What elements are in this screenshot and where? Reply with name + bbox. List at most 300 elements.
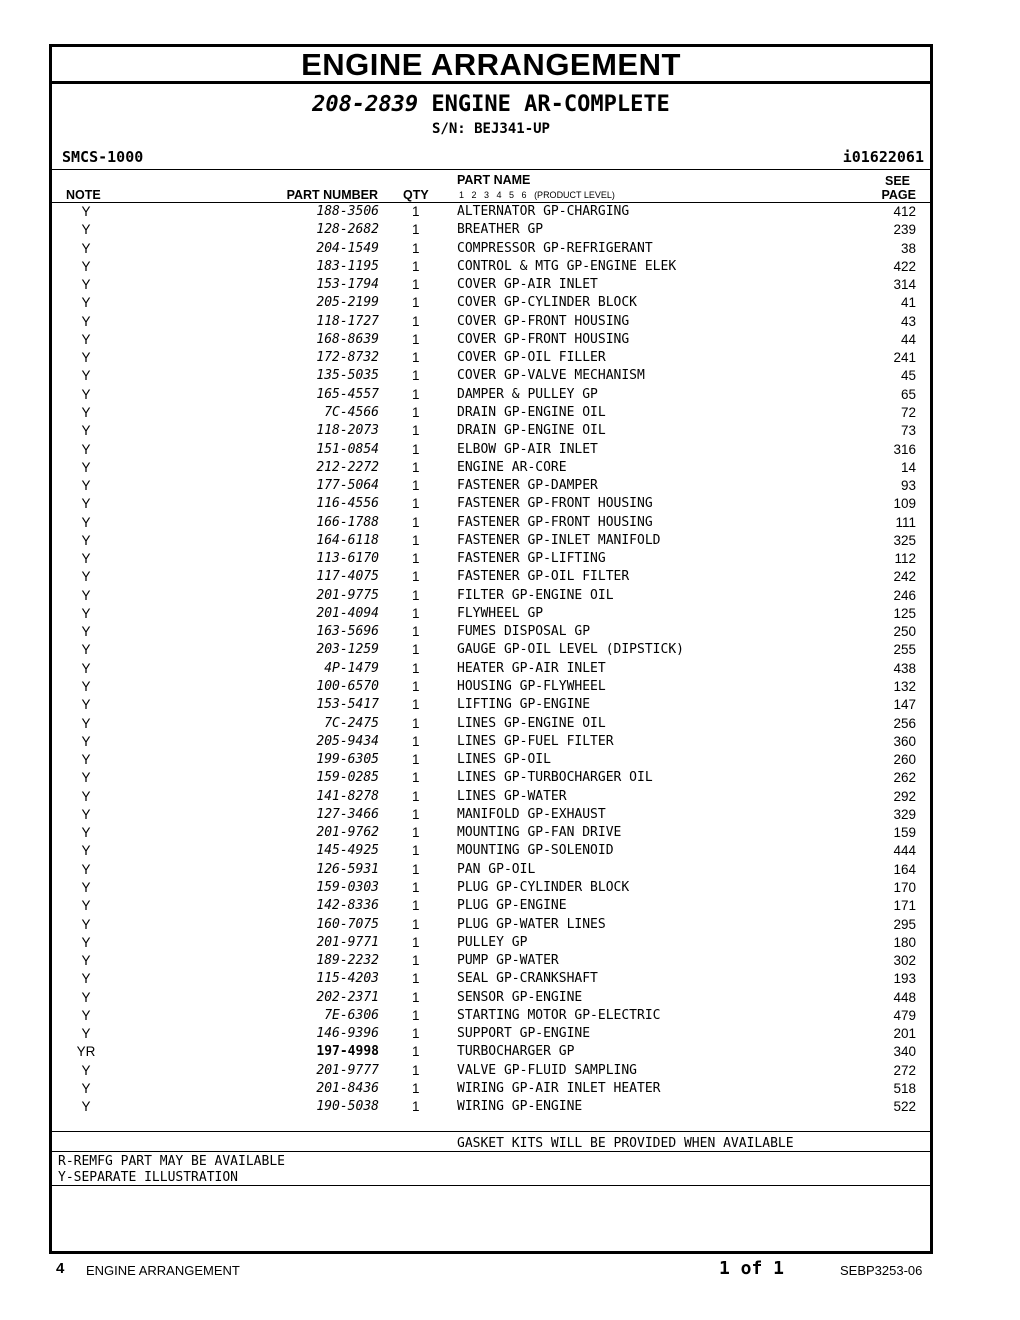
part-number-cell: 165-4557	[316, 386, 379, 402]
part-number-cell: 197-4998	[316, 1044, 379, 1060]
product-level-label: (PRODUCT LEVEL)	[534, 190, 615, 200]
see-page-cell: 111	[895, 514, 916, 530]
qty-cell: 1	[412, 331, 420, 347]
part-number-cell: 115-4203	[316, 971, 379, 987]
part-number-cell: 183-1195	[316, 258, 379, 274]
qty-cell: 1	[412, 1007, 420, 1023]
see-page-cell: 112	[894, 551, 916, 567]
table-row	[52, 696, 930, 714]
see-page-cell: 518	[893, 1080, 916, 1096]
see-page-cell: 241	[893, 350, 916, 366]
see-page-cell: 412	[893, 204, 916, 219]
table-row	[52, 532, 930, 550]
note-cell: Y	[81, 441, 91, 457]
table-row	[52, 221, 930, 239]
table-row	[52, 1043, 930, 1061]
note-cell: Y	[81, 1080, 91, 1096]
qty-cell: 1	[412, 587, 420, 603]
illustration-note: Y-SEPARATE ILLUSTRATION	[58, 1170, 239, 1185]
see-page-cell: 360	[893, 733, 916, 749]
part-name-cell: WIRING GP-AIR INLET HEATER	[457, 1080, 661, 1096]
note-cell: Y	[81, 989, 91, 1005]
part-name-cell: PULLEY GP	[457, 934, 528, 950]
qty-cell: 1	[412, 642, 420, 658]
see-page-cell: 180	[893, 934, 916, 950]
note-cell: Y	[81, 861, 91, 877]
note-cell: Y	[81, 277, 91, 293]
col-page-header: PAGE	[881, 188, 916, 202]
table-row	[52, 1007, 930, 1025]
note-cell: Y	[81, 331, 91, 347]
part-name-cell: DRAIN GP-ENGINE OIL	[457, 404, 606, 420]
qty-cell: 1	[412, 441, 420, 457]
qty-cell: 1	[412, 934, 420, 950]
part-number-cell: 205-2199	[316, 295, 379, 311]
qty-cell: 1	[412, 715, 420, 731]
doc-id: SEBP3253-06	[840, 1263, 923, 1278]
table-row	[52, 715, 930, 733]
part-name-cell: MOUNTING GP-FAN DRIVE	[457, 825, 622, 841]
part-number-cell: 116-4556	[316, 496, 379, 512]
divider	[52, 1151, 930, 1152]
col-qty-header: QTY	[403, 188, 429, 202]
see-page-cell: 255	[893, 642, 916, 658]
note-cell: Y	[81, 313, 91, 329]
qty-cell: 1	[412, 1080, 420, 1096]
qty-cell: 1	[412, 514, 420, 530]
qty-cell: 1	[412, 953, 420, 969]
part-number-cell: 201-9771	[316, 934, 379, 950]
level-numbers: 1 2 3 4 5 6	[459, 190, 527, 200]
note-cell: Y	[81, 660, 91, 676]
see-page-cell: 45	[900, 368, 916, 384]
part-name-cell: ENGINE AR-CORE	[457, 459, 567, 475]
part-name-cell: LIFTING GP-ENGINE	[457, 697, 591, 713]
qty-cell: 1	[412, 879, 420, 895]
see-page-cell: 292	[893, 788, 916, 804]
note-cell: Y	[81, 459, 91, 475]
see-page-cell: 14	[900, 459, 916, 475]
page-number: 4	[56, 1260, 65, 1277]
note-cell: Y	[81, 916, 91, 932]
group-part-number: 208-2839	[312, 92, 419, 117]
qty-cell: 1	[412, 222, 420, 238]
part-name-cell: COVER GP-CYLINDER BLOCK	[457, 295, 638, 311]
qty-cell: 1	[412, 368, 420, 384]
qty-cell: 1	[412, 605, 420, 621]
note-cell: Y	[81, 569, 91, 585]
part-number-cell: 172-8732	[316, 350, 379, 366]
see-page-cell: 132	[893, 679, 916, 695]
table-row	[52, 897, 930, 915]
qty-cell: 1	[412, 679, 420, 695]
see-page-cell: 193	[893, 971, 916, 987]
part-number-cell: 145-4925	[316, 843, 379, 859]
see-page-cell: 522	[893, 1099, 916, 1115]
part-name-cell: BREATHER GP	[457, 222, 544, 238]
part-number-cell: 164-6118	[316, 532, 379, 548]
part-name-cell: SENSOR GP-ENGINE	[457, 989, 583, 1005]
part-number-cell: 113-6170	[316, 551, 379, 567]
group-part-name: ENGINE AR-COMPLETE	[431, 92, 670, 117]
part-name-cell: TURBOCHARGER GP	[457, 1044, 575, 1060]
note-cell: Y	[81, 679, 91, 695]
part-name-cell: FASTENER GP-OIL FILTER	[457, 569, 630, 585]
see-page-cell: 438	[893, 660, 916, 676]
note-cell: Y	[81, 1062, 91, 1078]
table-row	[52, 1080, 930, 1098]
part-name-cell: MOUNTING GP-SOLENOID	[457, 843, 614, 859]
table-row	[52, 605, 930, 623]
remfg-note: R-REMFG PART MAY BE AVAILABLE	[58, 1154, 285, 1169]
note-cell: Y	[81, 587, 91, 603]
part-name-cell: FILTER GP-ENGINE OIL	[457, 587, 614, 603]
part-number-cell: 100-6570	[316, 679, 379, 695]
qty-cell: 1	[412, 1044, 420, 1060]
qty-cell: 1	[412, 551, 420, 567]
part-number-cell: 7C-4566	[324, 404, 379, 420]
qty-cell: 1	[412, 386, 420, 402]
part-number-cell: 128-2682	[316, 222, 379, 238]
table-row	[52, 495, 930, 513]
note-cell: Y	[81, 386, 91, 402]
table-row	[52, 623, 930, 641]
table-row	[52, 203, 930, 221]
note-cell: Y	[81, 733, 91, 749]
part-number-cell: 201-9762	[316, 825, 379, 841]
part-name-cell: LINES GP-FUEL FILTER	[457, 733, 614, 749]
part-name-cell: PUMP GP-WATER	[457, 953, 559, 969]
qty-cell: 1	[412, 752, 420, 768]
see-page-cell: 93	[900, 478, 916, 494]
parts-list-frame	[49, 44, 933, 1254]
table-row	[52, 916, 930, 934]
part-number-cell: 203-1259	[316, 642, 379, 658]
see-page-cell: 329	[893, 806, 916, 822]
note-cell: Y	[81, 1099, 91, 1115]
table-row	[52, 769, 930, 787]
part-name-cell: FASTENER GP-FRONT HOUSING	[457, 496, 653, 512]
note-cell: Y	[81, 204, 91, 219]
see-page-cell: 159	[893, 825, 916, 841]
part-number-cell: 204-1549	[316, 240, 379, 256]
col-note-header: NOTE	[66, 188, 101, 202]
part-number-cell: 117-4075	[316, 569, 379, 585]
note-cell: Y	[81, 825, 91, 841]
part-number-cell: 127-3466	[316, 806, 379, 822]
part-number-cell: 190-5038	[316, 1099, 379, 1115]
part-number-cell: 201-8436	[316, 1080, 379, 1096]
table-row	[52, 422, 930, 440]
note-cell: Y	[81, 368, 91, 384]
table-row	[52, 331, 930, 349]
qty-cell: 1	[412, 240, 420, 256]
gasket-note: GASKET KITS WILL BE PROVIDED WHEN AVAILABLE	[457, 1136, 794, 1151]
table-row	[52, 989, 930, 1007]
product-levels	[459, 190, 615, 200]
note-cell: Y	[81, 1007, 91, 1023]
note-cell: Y	[81, 532, 91, 548]
see-page-cell: 242	[893, 569, 916, 585]
part-number-cell: 188-3506	[316, 204, 379, 219]
see-page-cell: 38	[900, 240, 916, 256]
part-number-cell: 153-5417	[316, 697, 379, 713]
part-number-cell: 201-9775	[316, 587, 379, 603]
part-number-cell: 199-6305	[316, 752, 379, 768]
part-number-cell: 126-5931	[316, 861, 379, 877]
part-number-cell: 7C-2475	[324, 715, 379, 731]
table-row	[52, 349, 930, 367]
note-cell: Y	[81, 624, 91, 640]
part-name-cell: FUMES DISPOSAL GP	[457, 624, 591, 640]
qty-cell: 1	[412, 459, 420, 475]
qty-cell: 1	[412, 898, 420, 914]
see-page-cell: 170	[893, 879, 916, 895]
smcs-code: SMCS-1000	[62, 148, 144, 166]
part-number-cell: 189-2232	[316, 953, 379, 969]
part-name-cell: SUPPORT GP-ENGINE	[457, 1026, 591, 1042]
table-row	[52, 276, 930, 294]
qty-cell: 1	[412, 313, 420, 329]
table-row	[52, 1025, 930, 1043]
note-cell: Y	[81, 642, 91, 658]
see-page-cell: 109	[893, 496, 916, 512]
table-row	[52, 514, 930, 532]
see-page-cell: 246	[893, 587, 916, 603]
see-page-cell: 65	[900, 386, 916, 402]
footer-section: ENGINE ARRANGEMENT	[86, 1263, 240, 1278]
table-row	[52, 441, 930, 459]
table-row	[52, 404, 930, 422]
part-name-cell: COVER GP-FRONT HOUSING	[457, 313, 630, 329]
table-row	[52, 879, 930, 897]
table-row	[52, 1098, 930, 1116]
part-name-cell: LINES GP-ENGINE OIL	[457, 715, 606, 731]
see-page-cell: 448	[893, 989, 916, 1005]
note-cell: Y	[81, 953, 91, 969]
part-number-cell: 159-0285	[316, 770, 379, 786]
qty-cell: 1	[412, 350, 420, 366]
note-cell: Y	[81, 752, 91, 768]
part-name-cell: FASTENER GP-LIFTING	[457, 551, 606, 567]
page-title: ENGINE ARRANGEMENT	[52, 47, 930, 84]
table-row	[52, 861, 930, 879]
note-cell: Y	[81, 770, 91, 786]
table-row	[52, 751, 930, 769]
see-page-cell: 72	[900, 404, 916, 420]
table-row	[52, 587, 930, 605]
qty-cell: 1	[412, 916, 420, 932]
qty-cell: 1	[412, 825, 420, 841]
col-part-number-header: PART NUMBER	[286, 188, 378, 202]
divider	[52, 1131, 930, 1132]
part-number-cell: 141-8278	[316, 788, 379, 804]
part-name-cell: LINES GP-TURBOCHARGER OIL	[457, 770, 653, 786]
qty-cell: 1	[412, 478, 420, 494]
note-cell: Y	[81, 788, 91, 804]
part-number-cell: 212-2272	[316, 459, 379, 475]
part-name-cell: SEAL GP-CRANKSHAFT	[457, 971, 598, 987]
table-row	[52, 1062, 930, 1080]
qty-cell: 1	[412, 258, 420, 274]
qty-cell: 1	[412, 1062, 420, 1078]
part-name-cell: ALTERNATOR GP-CHARGING	[457, 204, 630, 219]
part-name-cell: FLYWHEEL GP	[457, 605, 544, 621]
qty-cell: 1	[412, 277, 420, 293]
part-name-cell: STARTING MOTOR GP-ELECTRIC	[457, 1007, 661, 1023]
note-cell: Y	[81, 496, 91, 512]
see-page-cell: 256	[893, 715, 916, 731]
qty-cell: 1	[412, 660, 420, 676]
part-name-cell: PLUG GP-WATER LINES	[457, 916, 606, 932]
part-name-cell: DRAIN GP-ENGINE OIL	[457, 423, 606, 439]
part-name-cell: WIRING GP-ENGINE	[457, 1099, 583, 1115]
see-page-cell: 422	[893, 258, 916, 274]
serial-range: S/N: BEJ341-UP	[431, 121, 550, 137]
note-cell: Y	[81, 879, 91, 895]
group-title	[52, 91, 930, 119]
see-page-cell: 479	[893, 1007, 916, 1023]
qty-cell: 1	[412, 971, 420, 987]
part-number-cell: 118-1727	[316, 313, 379, 329]
part-name-cell: CONTROL & MTG GP-ENGINE ELEK	[457, 258, 677, 274]
part-number-cell: 205-9434	[316, 733, 379, 749]
part-number-cell: 142-8336	[316, 898, 379, 914]
col-see-header: SEE	[884, 174, 910, 188]
part-number-cell: 159-0303	[316, 879, 379, 895]
see-page-cell: 164	[893, 861, 916, 877]
divider	[52, 1185, 930, 1186]
see-page-cell: 41	[900, 295, 916, 311]
note-cell: Y	[81, 1026, 91, 1042]
qty-cell: 1	[412, 1026, 420, 1042]
part-name-cell: PLUG GP-ENGINE	[457, 898, 567, 914]
see-page-cell: 250	[893, 624, 916, 640]
part-name-cell: VALVE GP-FLUID SAMPLING	[457, 1062, 638, 1078]
qty-cell: 1	[412, 733, 420, 749]
see-page-cell: 314	[893, 277, 916, 293]
note-cell: Y	[81, 551, 91, 567]
illustration-id: i01622061	[842, 148, 924, 166]
part-name-cell: HEATER GP-AIR INLET	[457, 660, 606, 676]
part-number-cell: 166-1788	[316, 514, 379, 530]
part-name-cell: FASTENER GP-FRONT HOUSING	[457, 514, 653, 530]
see-page-cell: 201	[893, 1026, 916, 1042]
table-row	[52, 258, 930, 276]
part-name-cell: PLUG GP-CYLINDER BLOCK	[457, 879, 630, 895]
qty-cell: 1	[412, 404, 420, 420]
table-row	[52, 367, 930, 385]
note-cell: YR	[76, 1044, 96, 1060]
table-row	[52, 934, 930, 952]
table-row	[52, 678, 930, 696]
qty-cell: 1	[412, 697, 420, 713]
part-name-cell: MANIFOLD GP-EXHAUST	[457, 806, 606, 822]
table-row	[52, 660, 930, 678]
see-page-cell: 444	[893, 843, 916, 859]
table-row	[52, 550, 930, 568]
qty-cell: 1	[412, 989, 420, 1005]
see-page-cell: 239	[893, 222, 916, 238]
part-number-cell: 118-2073	[316, 423, 379, 439]
part-number-cell: 201-9777	[316, 1062, 379, 1078]
part-name-cell: DAMPER & PULLEY GP	[457, 386, 598, 402]
see-page-cell: 260	[893, 752, 916, 768]
part-name-cell: COVER GP-FRONT HOUSING	[457, 331, 630, 347]
note-cell: Y	[81, 295, 91, 311]
table-row	[52, 842, 930, 860]
table-row	[52, 970, 930, 988]
see-page-cell: 302	[893, 953, 916, 969]
divider	[52, 169, 930, 170]
see-page-cell: 262	[893, 770, 916, 786]
qty-cell: 1	[412, 204, 420, 219]
qty-cell: 1	[412, 624, 420, 640]
qty-cell: 1	[412, 843, 420, 859]
see-page-cell: 125	[893, 605, 916, 621]
note-cell: Y	[81, 715, 91, 731]
part-number-cell: 7E-6306	[324, 1007, 379, 1023]
qty-cell: 1	[412, 788, 420, 804]
qty-cell: 1	[412, 496, 420, 512]
table-row	[52, 641, 930, 659]
see-page-cell: 340	[893, 1044, 916, 1060]
note-cell: Y	[81, 605, 91, 621]
qty-cell: 1	[412, 423, 420, 439]
table-row	[52, 240, 930, 258]
qty-cell: 1	[412, 532, 420, 548]
qty-cell: 1	[412, 861, 420, 877]
note-cell: Y	[81, 806, 91, 822]
note-cell: Y	[81, 258, 91, 274]
note-cell: Y	[81, 222, 91, 238]
note-cell: Y	[81, 478, 91, 494]
note-cell: Y	[81, 934, 91, 950]
part-name-cell: FASTENER GP-DAMPER	[457, 478, 598, 494]
part-number-cell: 163-5696	[316, 624, 379, 640]
table-row	[52, 952, 930, 970]
part-name-cell: ELBOW GP-AIR INLET	[457, 441, 598, 457]
table-row	[52, 386, 930, 404]
part-number-cell: 202-2371	[316, 989, 379, 1005]
qty-cell: 1	[412, 295, 420, 311]
part-name-cell: FASTENER GP-INLET MANIFOLD	[457, 532, 661, 548]
see-page-cell: 325	[893, 532, 916, 548]
part-name-cell: PAN GP-OIL	[457, 861, 536, 877]
part-number-cell: 146-9396	[316, 1026, 379, 1042]
part-name-cell: COVER GP-OIL FILLER	[457, 350, 606, 366]
note-cell: Y	[81, 697, 91, 713]
table-row	[52, 294, 930, 312]
note-cell: Y	[81, 898, 91, 914]
part-number-cell: 4P-1479	[324, 660, 379, 676]
part-number-cell: 153-1794	[316, 277, 379, 293]
see-page-cell: 43	[900, 313, 916, 329]
see-page-cell: 73	[900, 423, 916, 439]
table-row	[52, 477, 930, 495]
part-name-cell: LINES GP-WATER	[457, 788, 567, 804]
part-name-cell: COVER GP-AIR INLET	[457, 277, 598, 293]
see-page-cell: 147	[893, 697, 916, 713]
part-name-cell: HOUSING GP-FLYWHEEL	[457, 679, 606, 695]
table-row	[52, 313, 930, 331]
note-cell: Y	[81, 240, 91, 256]
part-number-cell: 151-0854	[316, 441, 379, 457]
part-number-cell: 135-5035	[316, 368, 379, 384]
part-number-cell: 177-5064	[316, 478, 379, 494]
part-number-cell: 160-7075	[316, 916, 379, 932]
note-cell: Y	[81, 514, 91, 530]
